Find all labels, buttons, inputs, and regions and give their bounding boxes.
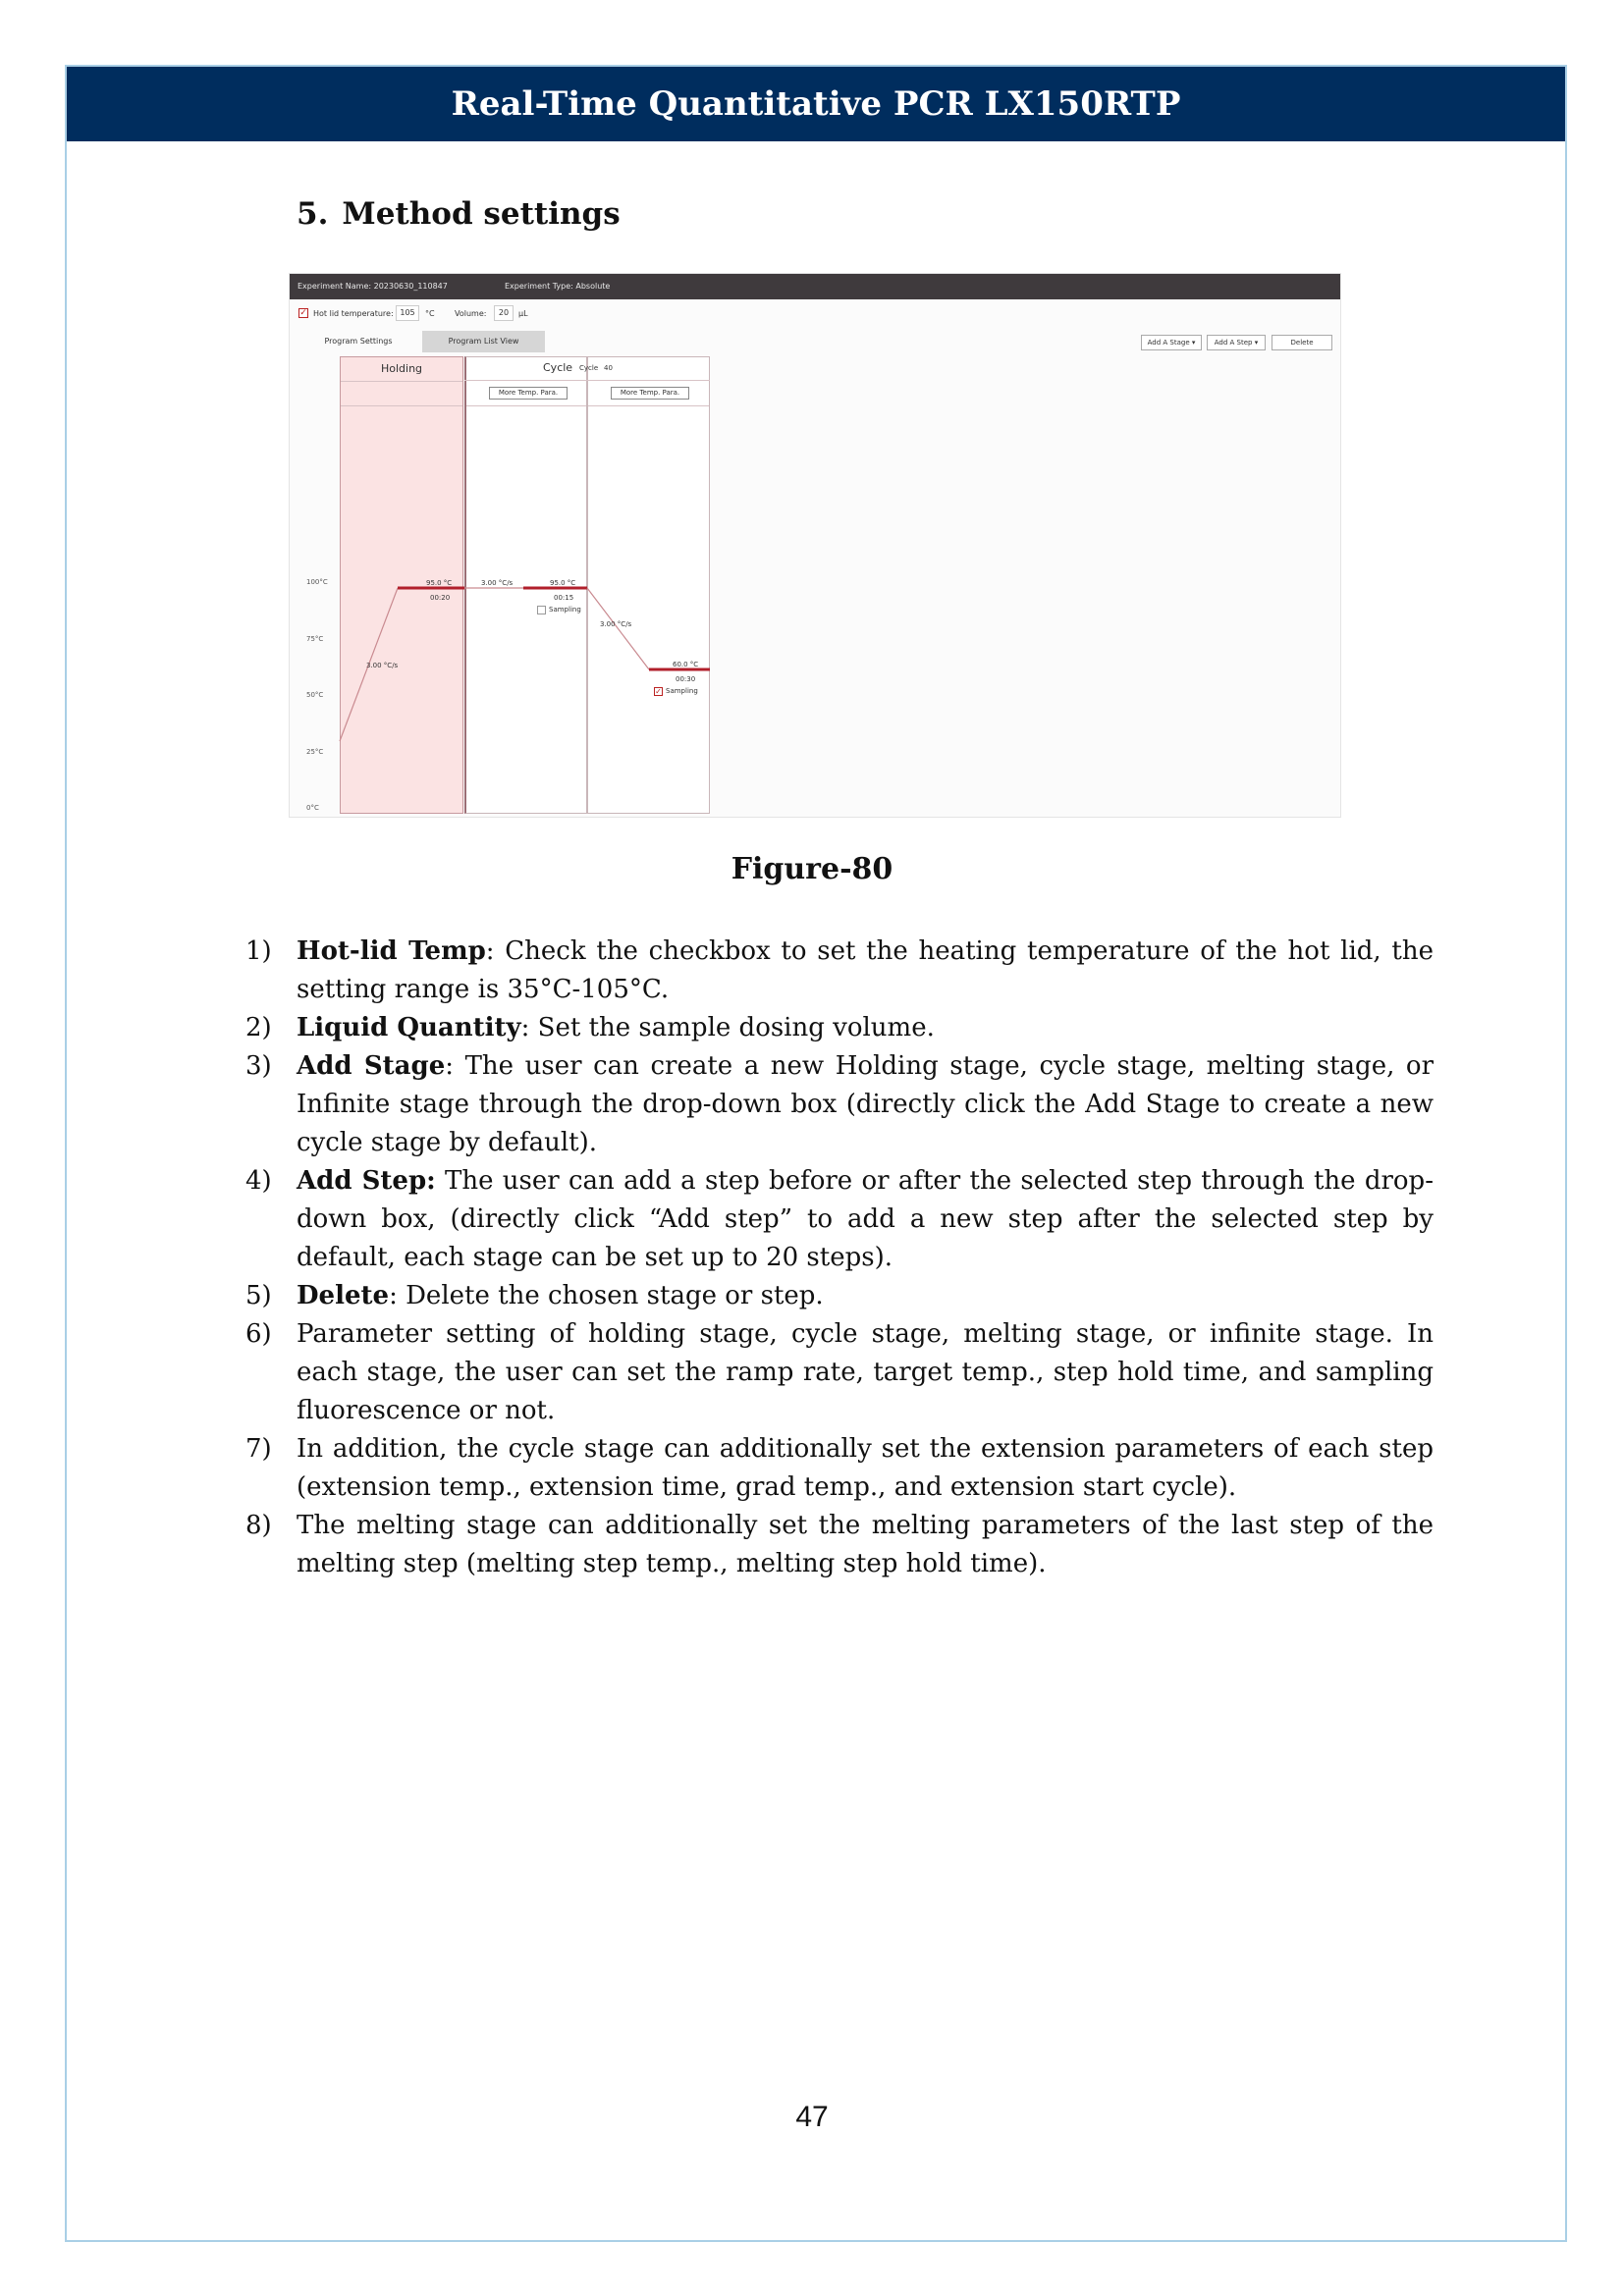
list-item-term: Delete	[297, 1281, 390, 1310]
cycle-step1-temp[interactable]: 95.0 °C	[550, 579, 576, 587]
cycle-step1-time[interactable]: 00:15	[554, 594, 574, 602]
cycle-count-value[interactable]: 40	[604, 364, 613, 372]
list-item	[245, 1162, 1434, 1277]
list-marker: 6)	[245, 1319, 272, 1349]
cycle-step2-sampling-label: Sampling	[666, 687, 698, 695]
more-temp-para-button-1[interactable]: More Temp. Para.	[489, 387, 568, 400]
hot-lid-input[interactable]: 105	[396, 305, 419, 321]
list-item-text: In addition, the cycle stage can additionally set the extension parameters of each step (extension temp., extension time, grad temp., and extension start cycle).	[297, 1434, 1434, 1502]
list-marker: 8)	[245, 1511, 272, 1540]
experiment-name: Experiment Name: 20230630_110847	[298, 282, 448, 291]
hot-lid-checkbox[interactable]: ✓	[299, 308, 307, 318]
list-item-term: Add Step:	[297, 1166, 436, 1196]
list-item-text: Parameter setting of holding stage, cycle stage, melting stage, or infinite stage. In each stage, the user can set the ramp rate, target temp., step hold time, and sampling fluorescence or not.	[297, 1319, 1434, 1425]
add-stage-button[interactable]: Add A Stage ▾	[1141, 335, 1202, 350]
y-label-100: 100°C	[306, 578, 328, 586]
cycle-step2-time[interactable]: 00:30	[676, 675, 696, 683]
cycle-step1-ramp-rate[interactable]: 3.00 °C/s	[481, 579, 514, 587]
cycle-step2-temp[interactable]: 60.0 °C	[673, 661, 699, 668]
list-marker: 1)	[245, 936, 272, 966]
figure-caption: Figure-80	[731, 852, 893, 886]
temperature-profile	[290, 274, 1341, 818]
cycle-count-label: Cycle	[579, 364, 599, 372]
tab-program-list-view[interactable]: Program List View	[422, 331, 545, 352]
cycle-step1-sampling-label: Sampling	[549, 606, 581, 614]
y-label-50: 50°C	[306, 691, 324, 699]
list-marker: 3)	[245, 1051, 272, 1081]
list-item	[245, 1507, 1434, 1583]
list-item-text: The user can add a step before or after the selected step through the drop-down box, (directly click “Add step” to add a new step after the selected step by default, each stage can be set up to 20 steps).	[297, 1166, 1434, 1272]
list-item	[245, 1430, 1434, 1507]
list-item-term: Liquid Quantity	[297, 1013, 521, 1042]
delete-button[interactable]: Delete	[1272, 335, 1332, 350]
tab-program-settings[interactable]: Program Settings	[299, 331, 417, 352]
section-title: Method settings	[342, 196, 621, 232]
hot-lid-unit: °C	[425, 309, 435, 318]
volume-label: Volume:	[455, 309, 487, 318]
list-item-text: : The user can create a new Holding stage, cycle stage, melting stage, or Infinite stage through the drop-down box (directly click the Add Stage to create a new cycle stage by default).	[297, 1051, 1434, 1157]
volume-unit: μL	[518, 309, 528, 318]
holding-stage-title: Holding	[341, 357, 462, 382]
cycle-step1-sampling-checkbox[interactable]	[537, 606, 546, 614]
y-label-75: 75°C	[306, 635, 324, 643]
document-header: Real-Time Quantitative PCR LX150RTP	[67, 67, 1565, 141]
settings-description-list	[245, 933, 1434, 1583]
holding-temp[interactable]: 95.0 °C	[426, 579, 453, 587]
cycle-stage-title: Cycle	[543, 361, 573, 374]
more-temp-para-button-2[interactable]: More Temp. Para.	[611, 387, 689, 400]
list-item-text: : Delete the chosen stage or step.	[389, 1281, 824, 1310]
list-item-text: The melting stage can additionally set the melting parameters of the last step of the melting step (melting step temp., melting step hold time).	[297, 1511, 1434, 1578]
list-item	[245, 1009, 1434, 1047]
list-item-text: : Set the sample dosing volume.	[520, 1013, 935, 1042]
holding-ramp-rate[interactable]: 3.00 °C/s	[366, 662, 399, 669]
section-heading	[297, 196, 621, 232]
page-number: 47	[795, 2101, 829, 2133]
list-item	[245, 933, 1434, 1009]
list-marker: 2)	[245, 1013, 272, 1042]
add-step-button[interactable]: Add A Step ▾	[1207, 335, 1266, 350]
list-marker: 5)	[245, 1281, 272, 1310]
list-item-term: Hot-lid Temp	[297, 936, 486, 966]
list-item	[245, 1315, 1434, 1430]
method-settings-screenshot	[289, 273, 1341, 818]
cycle-step2-ramp-rate[interactable]: 3.00 °C/s	[600, 620, 632, 628]
list-marker: 4)	[245, 1166, 272, 1196]
list-item-term: Add Stage	[297, 1051, 446, 1081]
experiment-type: Experiment Type: Absolute	[505, 282, 611, 291]
cycle-step2-sampling-checkbox[interactable]: ✓	[655, 687, 662, 696]
y-label-0: 0°C	[306, 804, 319, 812]
cycle-step2-ramp-line	[587, 588, 649, 669]
list-item	[245, 1277, 1434, 1315]
list-item-text: : Check the checkbox to set the heating temperature of the hot lid, the setting range is 35°C-105°C.	[297, 936, 1434, 1004]
section-number: 5.	[297, 196, 329, 232]
list-marker: 7)	[245, 1434, 272, 1464]
y-label-25: 25°C	[306, 748, 324, 756]
volume-input[interactable]: 20	[494, 305, 514, 321]
hot-lid-label: Hot lid temperature:	[313, 309, 394, 318]
list-item	[245, 1047, 1434, 1162]
holding-time[interactable]: 00:20	[430, 594, 451, 602]
